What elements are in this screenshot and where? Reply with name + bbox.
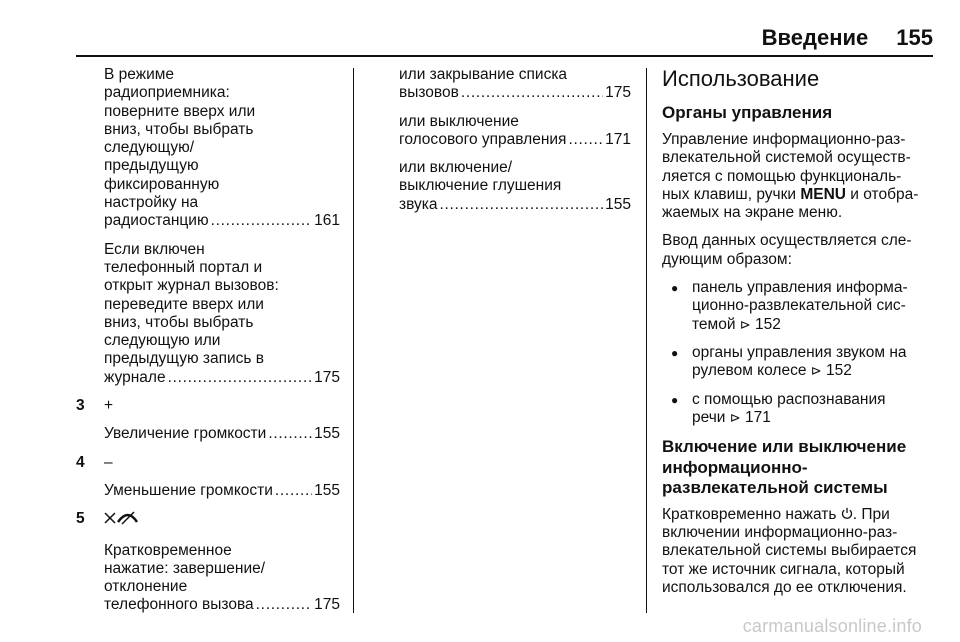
leader-line	[104, 482, 340, 500]
text-line: переведите вверх или	[104, 295, 264, 313]
end-call-icon	[104, 510, 138, 526]
plus-icon: +	[104, 397, 114, 415]
page-header	[0, 25, 933, 51]
text-line: Кратковременное	[104, 541, 232, 559]
page-ref: 155	[314, 425, 340, 443]
text-line	[692, 316, 930, 335]
text-line: использовался до ее отключения.	[662, 578, 907, 596]
leader-dots	[440, 196, 604, 214]
text-line: тот же источник сигнала, который	[662, 560, 905, 578]
entry-voice-off	[399, 113, 631, 150]
item-4	[76, 453, 340, 472]
text-line: предыдущую запись в	[104, 350, 265, 368]
page-ref: 155	[314, 481, 340, 499]
bullet-item	[662, 279, 930, 335]
text-line: Если включен	[104, 240, 205, 258]
chapter-title: Введение	[761, 25, 869, 50]
leader-text: Увеличение громкости	[104, 425, 267, 443]
leader-line	[399, 131, 631, 149]
leader-dots	[568, 131, 603, 149]
text-line: ● с помощью распознавания	[692, 390, 886, 408]
text-line	[692, 409, 930, 428]
leader-text: телефонного вызова	[104, 596, 254, 614]
bullet-item	[662, 344, 930, 382]
paragraph-power	[662, 506, 930, 597]
text-line: Управление информационно-раз-	[662, 131, 906, 148]
item-number: 4	[76, 453, 85, 471]
text-line: открыт журнал вызовов:	[104, 277, 279, 295]
text-line: вниз, чтобы выбрать	[104, 313, 254, 331]
leader-dots	[256, 596, 312, 614]
text-line: радиоприемника:	[104, 84, 230, 102]
text-line: вниз, чтобы выбрать	[104, 120, 254, 138]
text-line	[662, 186, 930, 204]
leader-dots	[168, 369, 313, 387]
column-3	[662, 66, 930, 607]
text-line: или включение/	[399, 159, 513, 177]
page-number: 155	[896, 25, 933, 50]
column-divider-2	[646, 68, 647, 613]
text-line: влекательной системы выбирается	[662, 542, 917, 560]
text-line: включении информационно-раз-	[662, 523, 898, 541]
minus-icon: –	[104, 453, 113, 471]
page-ref: 175	[314, 368, 340, 386]
leader-line	[104, 425, 340, 443]
text-line: ● панель управления информа-	[692, 279, 908, 297]
text-span: ных клавиш, ручки	[662, 185, 801, 203]
paragraph-input	[662, 232, 930, 269]
leader-text: вызовов	[399, 84, 459, 102]
text-line: влекательной системой осуществ-	[662, 149, 911, 167]
text-span: темой	[692, 315, 736, 333]
page-ref: 171	[745, 408, 771, 426]
reference-arrow-icon: ⊳	[739, 317, 751, 333]
text-line: Ввод данных осуществляется сле-	[662, 232, 912, 250]
section-heading: Использование	[662, 66, 820, 91]
subsection-heading: Органы управления	[662, 103, 833, 122]
paragraph-controls	[662, 131, 930, 222]
heading-line: Включение или выключение	[662, 437, 907, 457]
heading-line: информационно-	[662, 457, 808, 477]
text-line: или выключение	[399, 112, 519, 130]
leader-dots	[461, 84, 603, 102]
text-line: ● органы управления звуком на	[692, 343, 907, 361]
text-line: ляется с помощью функциональ-	[662, 167, 902, 185]
text-line: настройку на	[104, 194, 199, 212]
reference-arrow-icon: ⊳	[729, 410, 741, 426]
text-line: следующую/	[104, 139, 195, 157]
text-line: фиксированную	[104, 175, 220, 193]
leader-line	[104, 369, 340, 387]
text-span: рулевом колесе	[692, 362, 807, 380]
text-span: . При	[852, 505, 890, 523]
entry-mute	[399, 159, 631, 214]
heading-line: развлекательной системы	[662, 478, 888, 498]
page-ref: 171	[605, 130, 631, 148]
text-line: нажатие: завершение/	[104, 559, 266, 577]
text-line	[692, 362, 930, 381]
leader-dots	[275, 482, 312, 500]
page-ref: 161	[314, 212, 340, 230]
entry-preset-station	[104, 66, 340, 231]
text-line: дующим образом:	[662, 250, 792, 268]
column-divider-1	[353, 68, 354, 613]
text-line: следующую или	[104, 332, 221, 350]
entry-call-log	[104, 241, 340, 387]
leader-line	[104, 212, 340, 230]
leader-line	[399, 196, 631, 214]
leader-text: голосового управления	[399, 130, 567, 148]
leader-text: Уменьшение громкости	[104, 481, 273, 499]
leader-line	[399, 84, 631, 102]
text-line: ционно-развлекательной сис-	[692, 297, 906, 315]
leader-text: радиостанцию	[104, 212, 209, 230]
menu-keyword: MENU	[800, 185, 846, 203]
text-line	[662, 506, 930, 524]
entry-close-list	[399, 66, 631, 103]
item-number: 5	[76, 510, 85, 528]
item-3	[76, 397, 340, 415]
text-line: или закрывание списка	[399, 66, 568, 83]
watermark: carmanualsonline.info	[742, 616, 922, 636]
page-ref: 152	[755, 315, 781, 333]
leader-dots	[268, 425, 312, 443]
page-ref: 152	[825, 362, 852, 380]
text-line: поверните вверх или	[104, 102, 256, 120]
text-line: выключение глушения	[399, 177, 562, 195]
item-number: 3	[76, 397, 85, 415]
subsection-heading-power	[662, 437, 930, 499]
text-line: жаемых на экране меню.	[662, 204, 843, 222]
item-5	[76, 510, 340, 531]
text-line: В режиме	[104, 66, 175, 83]
column-1	[76, 66, 340, 625]
header-rule	[76, 55, 933, 57]
leader-dots	[211, 212, 313, 230]
text-span: Кратковременно нажать	[662, 505, 841, 523]
text-span: речи	[692, 408, 726, 426]
text-line: отклонение	[104, 578, 188, 596]
page-ref: 175	[605, 84, 631, 102]
leader-text: звука	[399, 195, 438, 213]
text-span: и отобра-	[845, 185, 919, 203]
text-line: предыдущую	[104, 157, 199, 175]
text-line: телефонный портал и	[104, 258, 263, 276]
bullet-item	[662, 391, 930, 429]
page-ref: 175	[314, 596, 340, 614]
leader-text: журнале	[104, 368, 166, 386]
leader-line	[104, 596, 340, 614]
entry-end-call	[104, 542, 340, 615]
reference-arrow-icon: ⊳	[810, 364, 822, 380]
page-ref: 155	[605, 195, 631, 213]
power-button-icon	[841, 506, 853, 523]
column-2	[399, 66, 631, 224]
end-call-icon	[104, 510, 340, 531]
